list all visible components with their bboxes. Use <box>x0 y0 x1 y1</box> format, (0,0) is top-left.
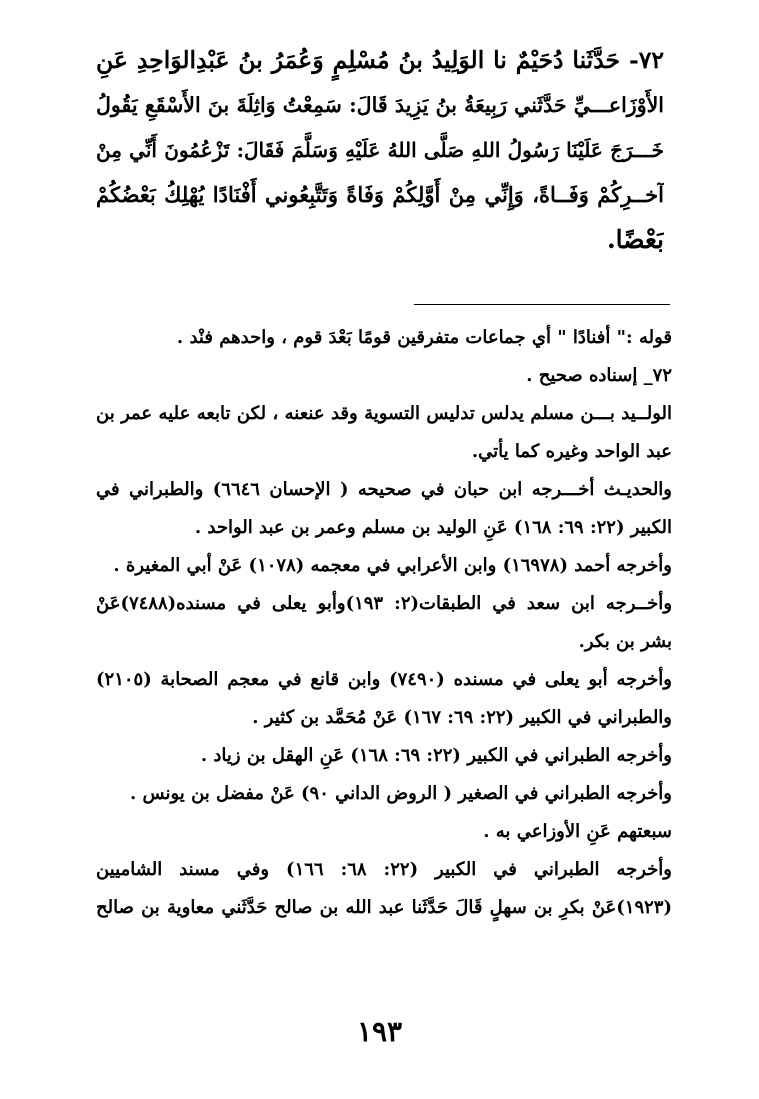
page-number: ١٩٣ <box>356 1015 403 1048</box>
footnote-line: قوله :" أفنادًا " أي جماعات متفرقين قومًا بَعْدَ قوم ، واحدهم فنْد . <box>176 327 672 348</box>
footnote-line: سبعتهم عَنِ الأوزاعي به . <box>483 821 672 842</box>
footnote-line: وأخرجه أبو يعلى في مسنده (٧٤٩٠) وابن قانع في معجم الصحابة (٢١٠٥) <box>96 669 672 690</box>
hadith-line: الأَوْزَاعـــيِّ حَدَّثَني رَبِيعَةُ بنُ يَزِيدَ قَالَ: سَمِعْتُ وَاثِلَةَ بنَ الأَسْقَعِ يَقُولُ <box>96 93 664 117</box>
hadith-line: بَعْضًا. <box>606 225 664 254</box>
footnote-line: عبد الواحد وغيره كما يأتي. <box>471 441 672 462</box>
footnote-line: الكبير (٢٢: ٦٩: ١٦٨) عَنِ الوليد بن مسلم وعمر بن عبد الواحد . <box>194 517 672 538</box>
footnote-line: وأخــرجه ابن سعد في الطبقات(٢: ١٩٣)وأبو يعلى في مسنده(٧٤٨٨)عَنْ <box>96 593 672 614</box>
hadith-line: آخــرِكُمْ وَفَــاةً، وَإِنِّي مِنْ أَوَّلِكُمْ وَفَاةً وَتَتَّبِعُوني أَفْنَادًا يُهْلِكُ بَعْضُكُمْ <box>96 182 664 207</box>
footnote-line: بشر بن بكر. <box>578 631 672 652</box>
footnote-line: ٧٢_ إسناده صحيح . <box>526 365 672 386</box>
footnote-line: وأخرجه الطبراني في الكبير (٢٢: ٦٨: ١٦٦) وفي مسند الشاميين <box>96 859 672 880</box>
footnote-line: والحديـث أخـــرجه ابن حبان في صحيحه ( الإحسان ٦٦٤٦) والطبراني في <box>96 479 672 500</box>
footnote-line: وأخرجه الطبراني في الكبير (٢٢: ٦٩: ١٦٨) عَنِ الهقل بن زياد . <box>200 745 672 766</box>
footnote-line: الولــيد بـــن مسلم يدلس تدليس التسوية وقد عنعنه ، لكن تابعه عليه عمر بن <box>96 403 672 424</box>
footnote-line: (١٩٢٣)عَنْ بكرِ بن سهلٍ قَالَ حَدَّثَنا عبد الله بن صالح حَدَّثَني معاوية بن صالح <box>96 897 672 918</box>
footnote-line: والطبراني في الكبير (٢٢: ٦٩: ١٦٧) عَنْ مُحَمَّد بن كثير . <box>252 707 672 728</box>
footnote-line: وأخرجه أحمد (١٦٩٧٨) وابن الأعرابي في معجمه (١٠٧٨) عَنْ أبي المغيرة . <box>113 555 672 576</box>
hadith-line: خَـــرَجَ عَلَيْنَا رَسُولُ اللهِ صَلَّى اللهُ عَلَيْهِ وَسَلَّمَ فَقَالَ: تَزْعُمُونَ أَنِّي مِنْ <box>96 138 664 162</box>
hadith-line: ٧٢- حَدَّثَنا دُحَيْمٌ نا الوَلِيدُ بنُ مُسْلِمٍ وَعُمَرُ بنُ عَبْدِالوَاحِدِ عَنِ <box>96 46 664 74</box>
footnote-line: وأخرجه الطبراني في الصغير ( الروض الداني ٩٠) عَنْ مفضل بن يونس . <box>130 783 672 804</box>
footnote-divider <box>414 304 670 305</box>
